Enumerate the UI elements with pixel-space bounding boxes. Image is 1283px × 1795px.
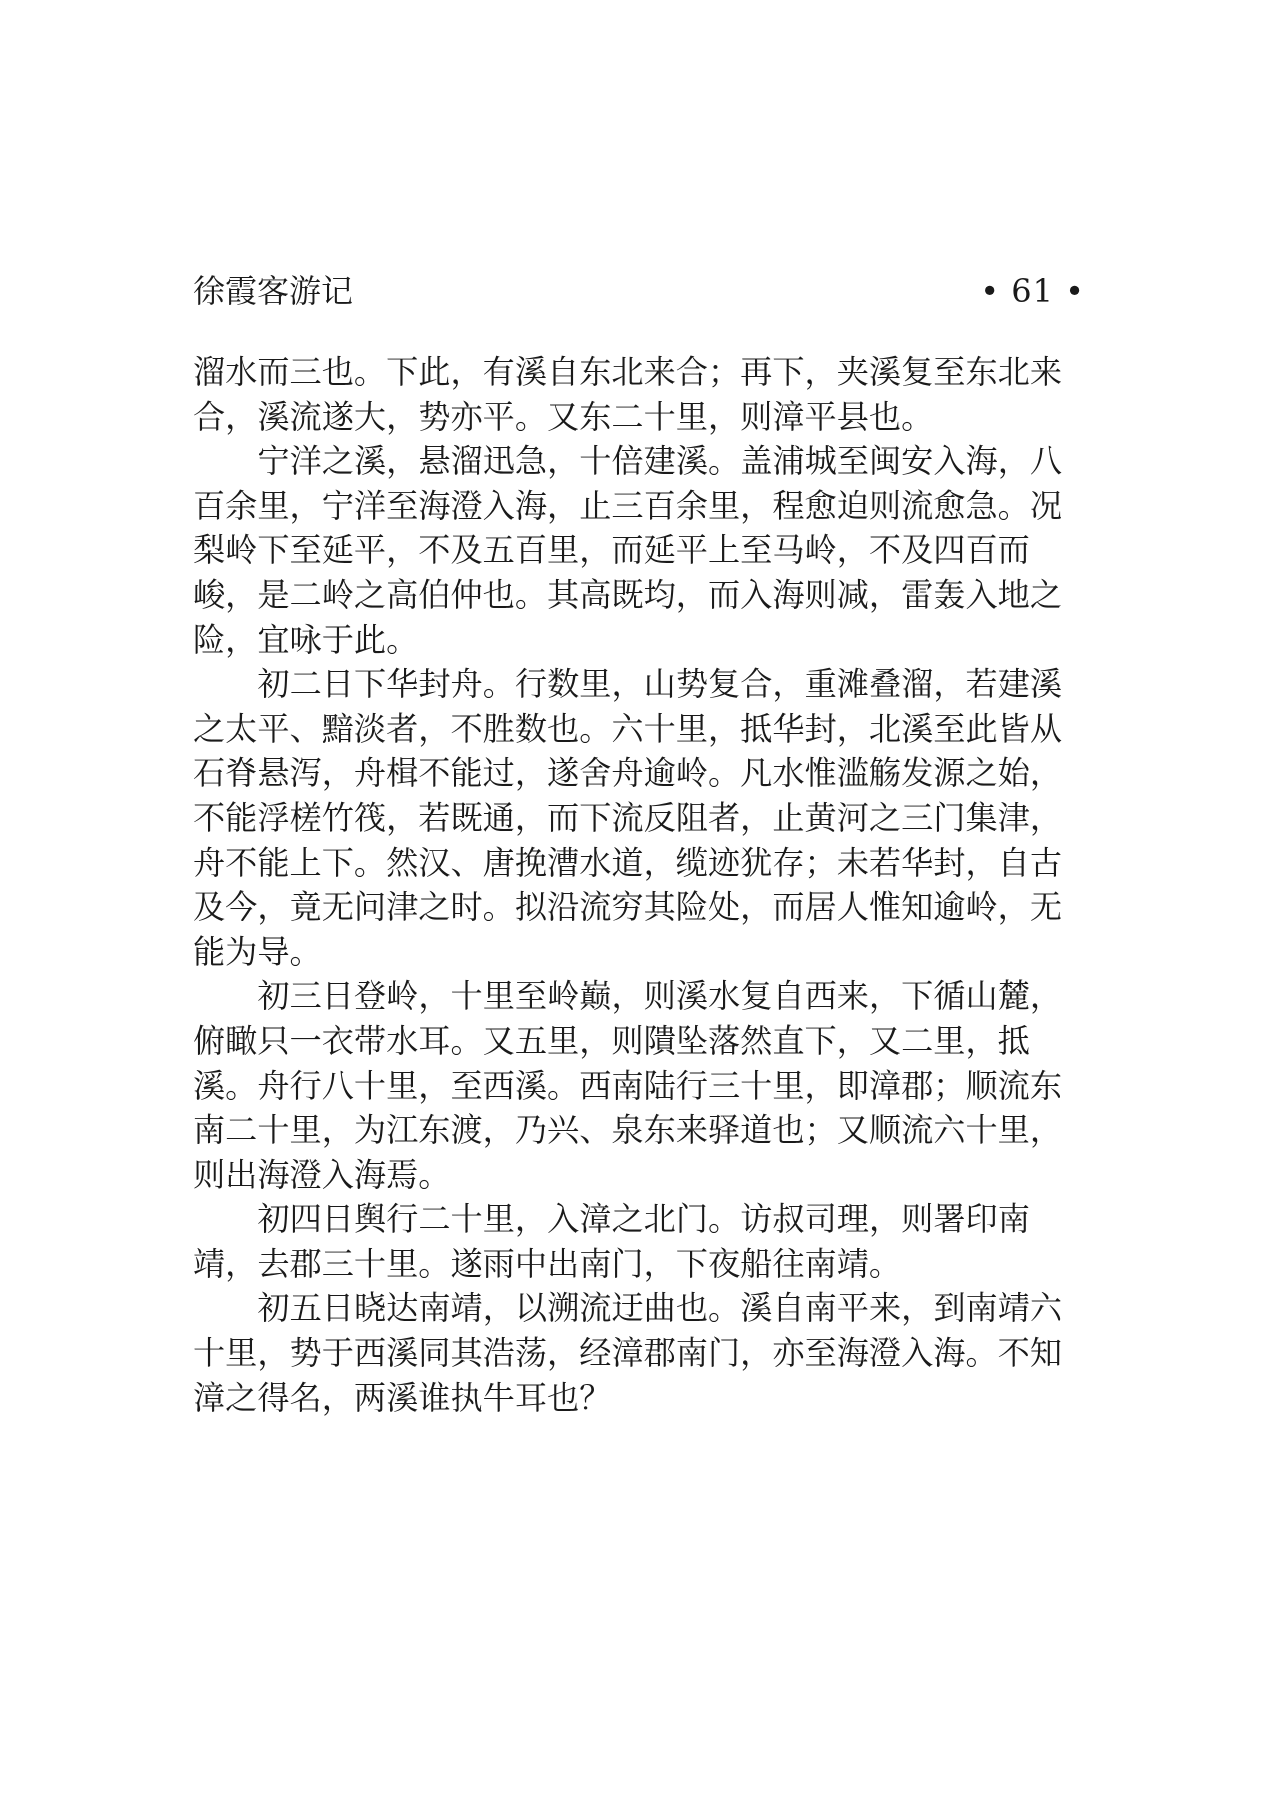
page-number: • 61 • <box>980 272 1085 310</box>
paragraph: 宁洋之溪，悬溜迅急，十倍建溪。盖浦城至闽安入海，八百余里，宁洋至海澄入海，止三百余里，程愈迫则流愈急。况梨岭下至延平，不及五百里，而延平上至马岭，不及四百而峻，是二岭之高伯仲也。其高既均，而入海则减，雷轰入地之险，宜咏于此。 <box>193 442 1063 659</box>
paragraph: 初四日舆行二十里，入漳之北门。访叔司理，则署印南靖，去郡三十里。遂雨中出南门，下夜船往南靖。 <box>193 1200 1030 1283</box>
book-title: 徐霞客游记 <box>193 272 354 310</box>
paragraph: 溜水而三也。下此，有溪自东北来合；再下，夹溪复至东北来合，溪流遂大，势亦平。又东二十里，则漳平县也。 <box>193 353 1063 436</box>
running-header <box>193 268 1085 314</box>
paragraph: 初三日登岭，十里至岭巅，则溪水复自西来，下循山麓，俯瞰只一衣带水耳。又五里，则隤坠落然直下，又二里，抵溪。舟行八十里，至西溪。西南陆行三十里，即漳郡；顺流东南二十里，为江东渡，乃兴、泉东来驿道也；又顺流六十里，则出海澄入海焉。 <box>193 977 1063 1194</box>
paragraph: 初二日下华封舟。行数里，山势复合，重滩叠溜，若建溪之太平、黯淡者，不胜数也。六十里，抵华封，北溪至此皆从石脊悬泻，舟楫不能过，遂舍舟逾岭。凡水惟滥觞发源之始，不能浮槎竹筏，若既通，而下流反阻者，止黄河之三门集津，舟不能上下。然汉、唐挽漕水道，缆迹犹存；未若华封，自古及今，竟无问津之时。拟沿流穷其险处，而居人惟知逾岭，无能为导。 <box>193 665 1063 971</box>
body-text <box>193 350 1085 1420</box>
paragraph: 初五日晓达南靖，以溯流迂曲也。溪自南平来，到南靖六十里，势于西溪同其浩荡，经漳郡南门，亦至海澄入海。不知漳之得名，两溪谁执牛耳也？ <box>193 1289 1063 1417</box>
